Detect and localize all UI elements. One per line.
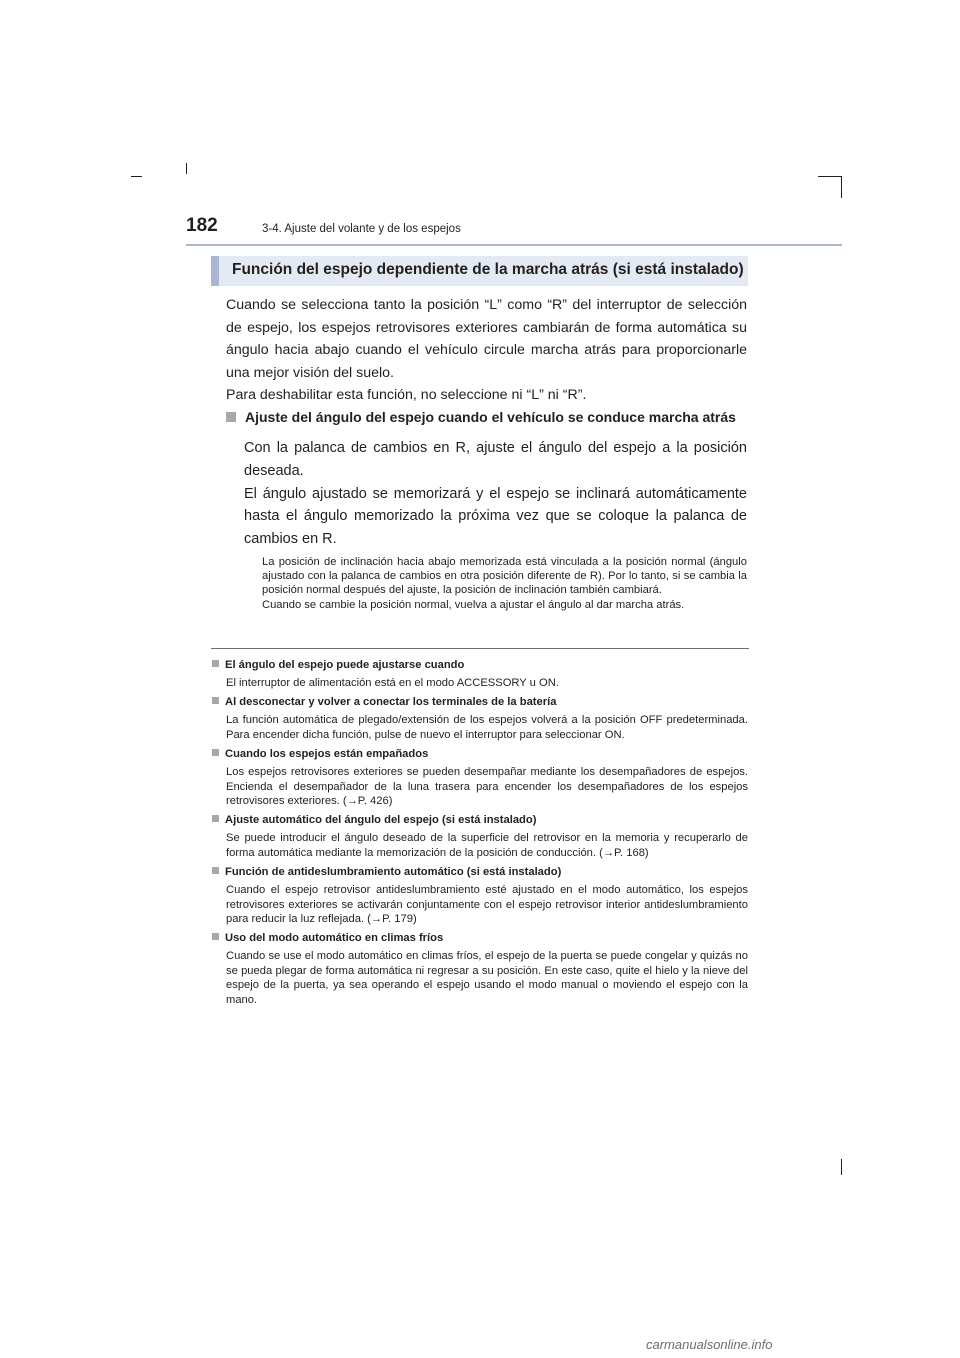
note-body: Los espejos retrovisores exteriores se pueden desempañar mediante los desempañadores de espejos. Encienda el desempañador de la luna trasera para encender los desempañadores de los espejos retrovisores exteriores. (→P. 426) (226, 766, 748, 808)
note-title: El ángulo del espejo puede ajustarse cuando (225, 659, 465, 671)
watermark: carmanualsonline.info (646, 1337, 773, 1352)
note-title: Cuando los espejos están empañados (225, 748, 429, 761)
crop-mark (131, 176, 142, 177)
square-bullet-icon (226, 412, 236, 422)
note-item (212, 746, 748, 808)
subsection-heading (226, 409, 756, 425)
square-bullet-icon (212, 697, 219, 704)
crop-mark (841, 1159, 842, 1175)
note-body: La función automática de plegado/extensión de los espejos volverá a la posición OFF predeterminada. Para encender dicha función, pulse de nuevo el interruptor para seleccionar ON. (226, 714, 748, 741)
note-title: Función de antideslumbramiento automático (si está instalado) (225, 866, 562, 879)
chapter-title: 3-4. Ajuste del volante y de los espejos (262, 223, 461, 235)
note-body: Se puede introducir el ángulo deseado de la superficie del retrovisor en la memoria y recuperarlo de forma automática mediante la memorización de la posición de conducción. (→P. 168) (226, 832, 748, 859)
section-title: Función del espejo dependiente de la marcha atrás (si está instalado) (232, 261, 744, 278)
square-bullet-icon (212, 660, 219, 667)
header-rule (186, 244, 842, 246)
section-heading-box (211, 256, 748, 286)
subsection-note (262, 555, 747, 612)
note-title: Al desconectar y volver a conectar los terminales de la batería (225, 696, 557, 709)
intro-paragraph: Cuando se selecciona tanto la posición “L” como “R” del interruptor de selección de espejo, los espejos retrovisores exteriores cambiarán de forma automática su ángulo hacia abajo cuando el vehículo circule marcha atrás para proporcionarle una mejor visión del suelo. (226, 297, 747, 381)
note-item (212, 812, 748, 860)
square-bullet-icon (212, 867, 219, 874)
subsection-paragraph: El ángulo ajustado se memorizará y el espejo se inclinará automáticamente hasta el ángulo memorizado la próxima vez que se coloque la palanca de cambios en R. (244, 485, 747, 548)
note-paragraph: Cuando se cambie la posición normal, vuelva a ajustar el ángulo al dar marcha atrás. (262, 598, 685, 611)
square-bullet-icon (212, 815, 219, 822)
subsection-body (244, 437, 747, 551)
note-title: Ajuste automático del ángulo del espejo (si está instalado) (225, 814, 537, 827)
crop-mark (186, 163, 187, 174)
subsection-paragraph: Con la palanca de cambios en R, ajuste el ángulo del espejo a la posición deseada. (244, 440, 747, 479)
square-bullet-icon (212, 933, 219, 940)
crop-mark (818, 176, 842, 177)
notes-list (212, 657, 748, 1011)
note-item (212, 930, 748, 1007)
square-bullet-icon (212, 749, 219, 756)
note-body: Cuando el espejo retrovisor antideslumbramiento esté ajustado en el modo automático, los espejos retrovisores exteriores se activarán conjuntamente con el espejo retrovisor interior antideslumbramiento para reducir la luz reflejada. (→P. 179) (226, 884, 748, 926)
section-divider (211, 648, 749, 649)
note-title: Uso del modo automático en climas fríos (225, 932, 444, 945)
subsection-title: Ajuste del ángulo del espejo cuando el vehículo se conduce marcha atrás (245, 409, 736, 425)
intro-paragraph: Para deshabilitar esta función, no seleccione ni “L” ni “R”. (226, 387, 587, 403)
note-body: Cuando se use el modo automático en climas fríos, el espejo de la puerta se puede congelar y quizás no se pueda plegar de forma automática ni regresar a su posición. En este caso, quite el hielo y la nieve del espejo de la puerta, ya sea operando el espejo usando el modo manual o moviendo el espejo con la mano. (226, 950, 748, 1006)
crop-mark (841, 176, 842, 198)
note-item (212, 694, 748, 742)
section-intro (226, 294, 747, 407)
note-body: El interruptor de alimentación está en el modo ACCESSORY u ON. (226, 677, 559, 689)
page-number: 182 (186, 215, 218, 236)
note-item (212, 657, 748, 690)
note-item (212, 864, 748, 926)
note-paragraph: La posición de inclinación hacia abajo memorizada está vinculada a la posición normal (ángulo ajustado con la palanca de cambios en otra posición diferente de R). Por lo tanto, si se cambia la posición normal después del ajuste, la posición de inclinación también cambiará. (262, 556, 747, 597)
